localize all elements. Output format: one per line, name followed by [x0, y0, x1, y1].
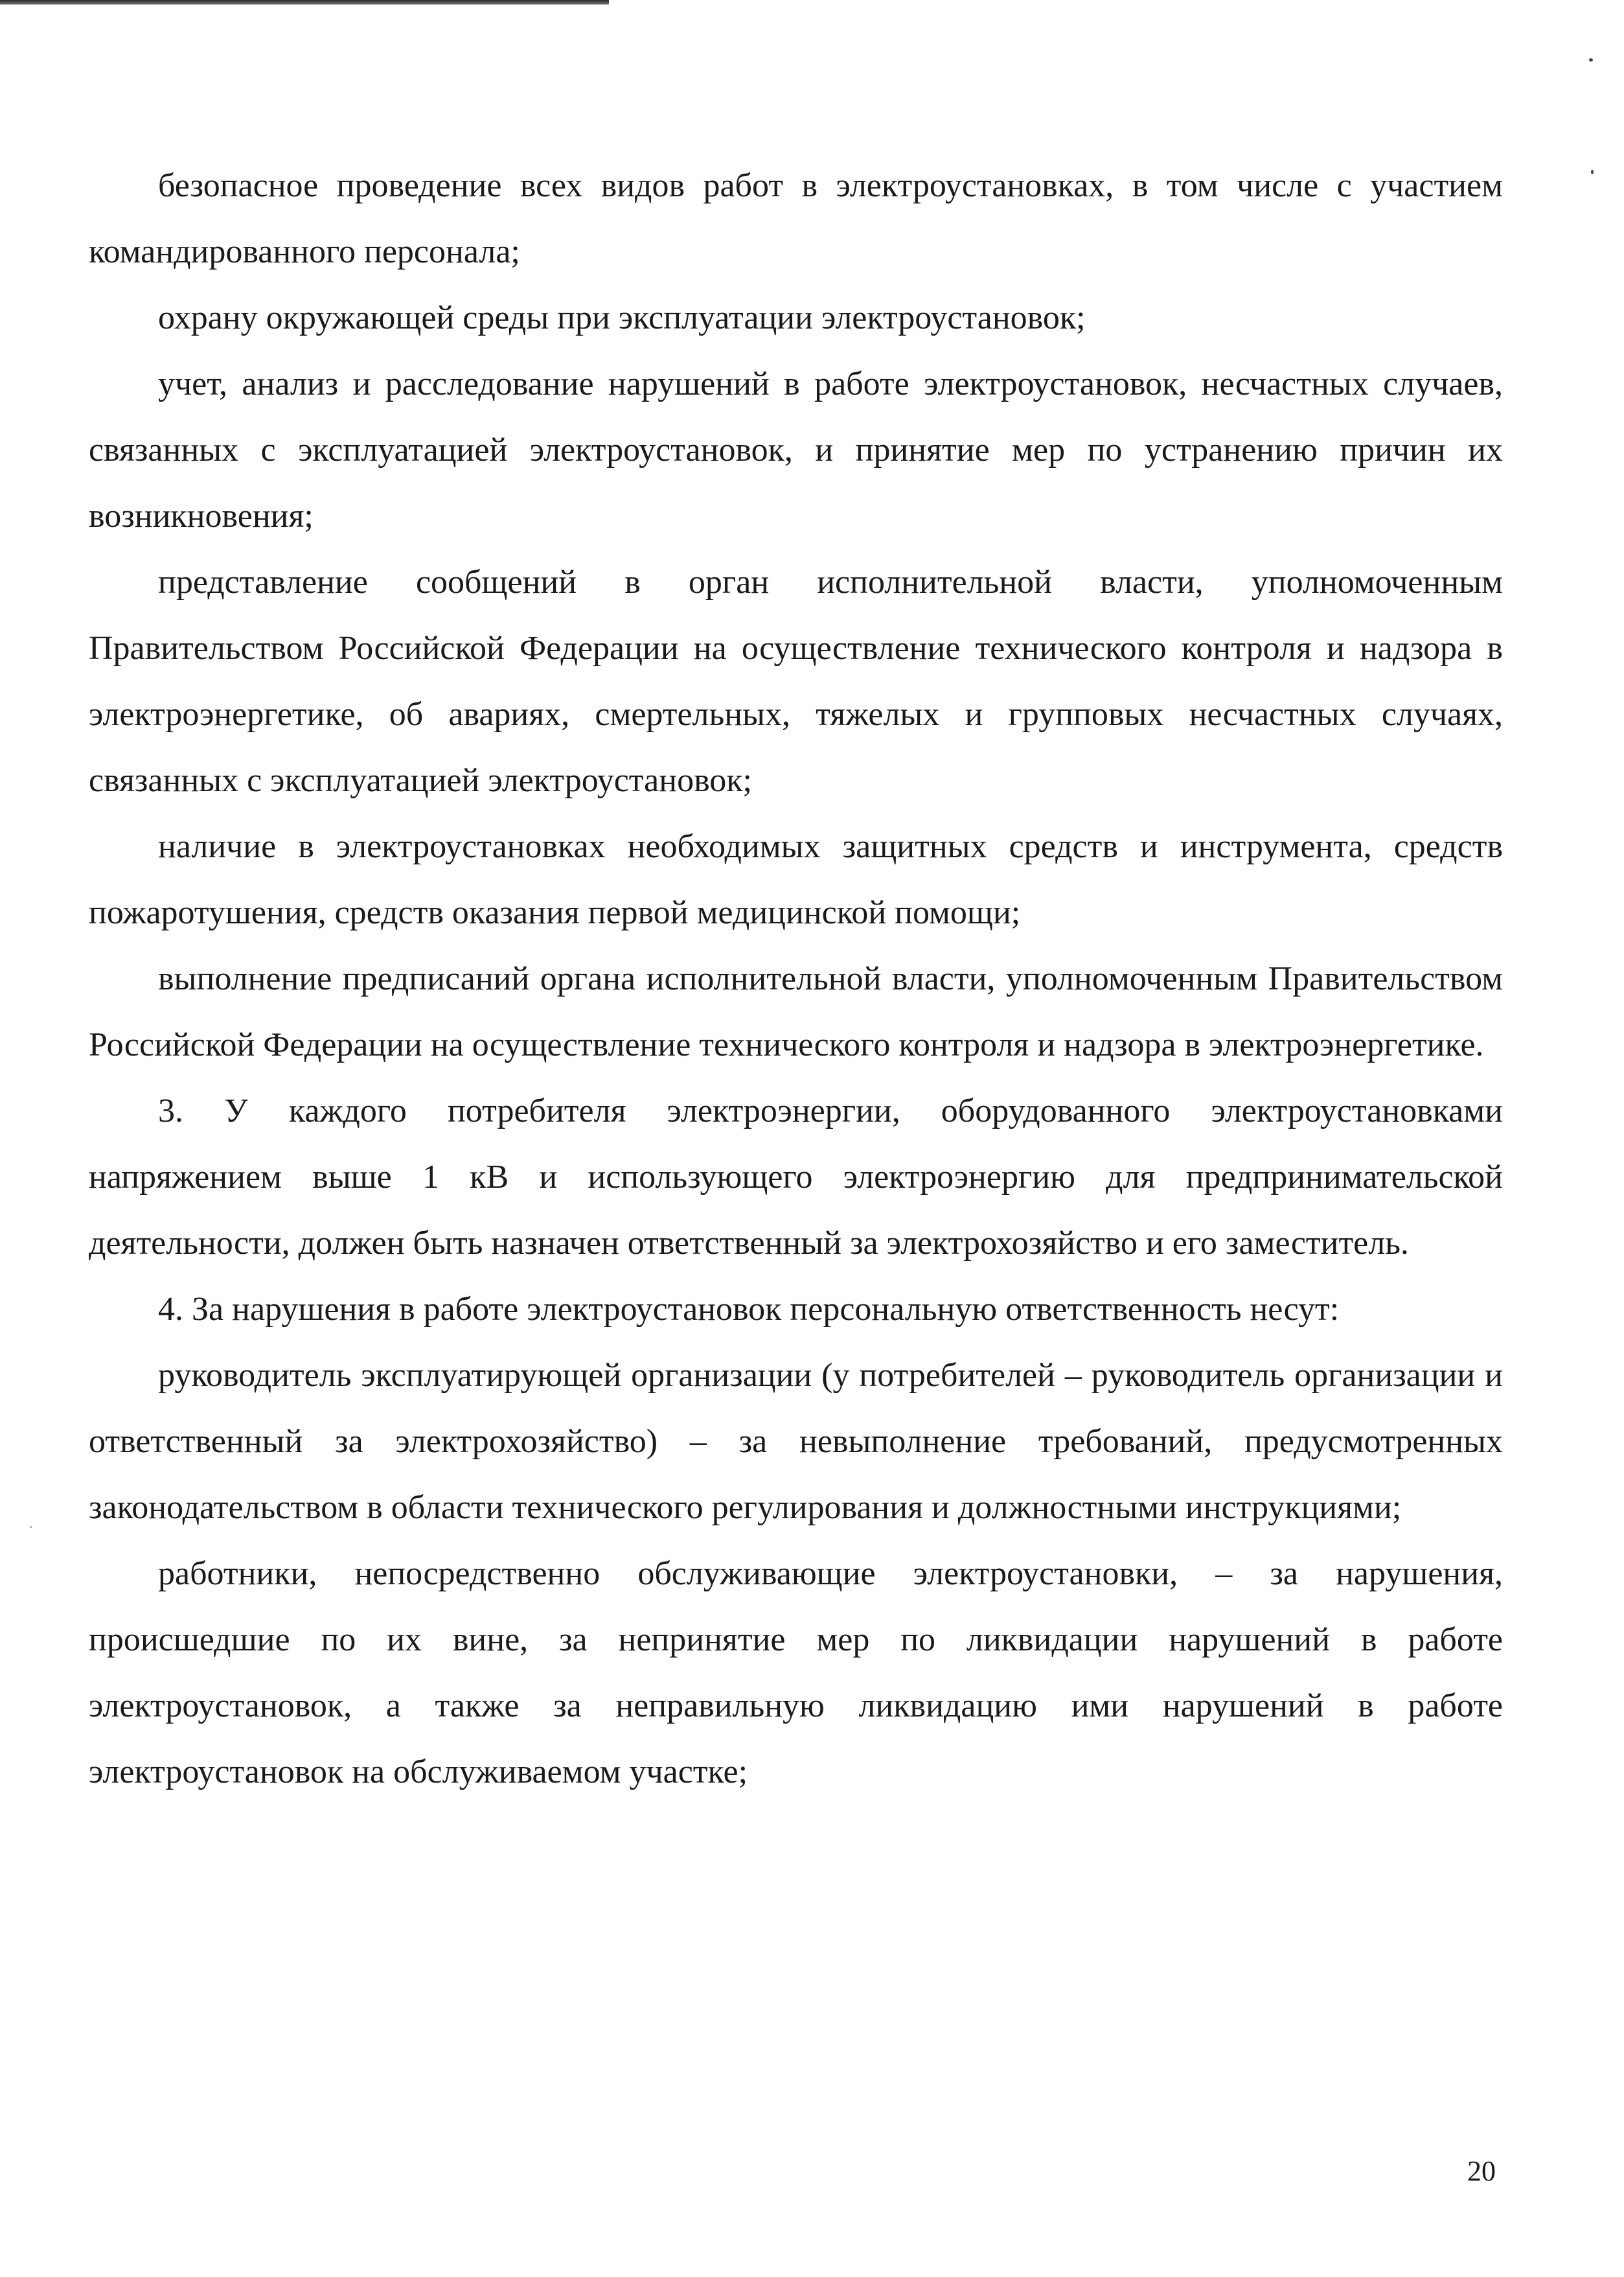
- paragraph-prescriptions: выполнение предписаний органа исполнительной власти, уполномоченным Правительством Российской Федерации на осуществление технического контроля и надзора в электроэнергетике.: [89, 960, 1503, 1063]
- scan-speck: [1591, 170, 1594, 174]
- paragraph-item-4: 4. За нарушения в работе электроустановок персональную ответственность несут:: [158, 1291, 1340, 1328]
- paragraph-item-3: 3. У каждого потребителя электроэнергии, оборудованного электроустановками напряжением выше 1 кВ и использующего электроэнергию для предпринимательской деятельности, должен быть назначен ответственный за электрохозяйство и его заместитель.: [89, 1092, 1503, 1262]
- paragraph-accounting-analysis: учет, анализ и расследование нарушений в работе электроустановок, несчастных случаев, связанных с эксплуатацией электроустановок, и принятие мер по устранению причин их возникновения;: [89, 365, 1503, 535]
- scan-speck: [1589, 58, 1593, 62]
- paragraph-safe-work: безопасное проведение всех видов работ в электроустановках, в том числе с участием командированного персонала;: [89, 167, 1503, 270]
- paragraph-environment: охрану окружающей среды при эксплуатации электроустановок;: [158, 299, 1086, 336]
- scan-top-edge: [0, 0, 609, 5]
- paragraph-manager-responsibility: руководитель эксплуатирующей организации (у потребителей – руководитель организации и ответственный за электрохозяйство) – за невыполнение требований, предусмотренных законодательством в области технического регулирования и должностными инструкциями;: [89, 1357, 1503, 1526]
- paragraph-protective-equipment: наличие в электроустановках необходимых защитных средств и инструмента, средств пожаротушения, средств оказания первой медицинской помощи;: [89, 828, 1503, 931]
- page-number: 20: [1467, 2155, 1496, 2187]
- document-body: [89, 153, 1503, 1805]
- paragraph-reporting: представление сообщений в орган исполнительной власти, уполномоченным Правительством Российской Федерации на осуществление технического контроля и надзора в электроэнергетике, об авариях, смертельных, тяжелых и групповых несчастных случаях, связанных с эксплуатацией электроустановок;: [89, 564, 1503, 799]
- paragraph-workers-responsibility: работники, непосредственно обслуживающие электроустановки, – за нарушения, происшедшие по их вине, за непринятие мер по ликвидации нарушений в работе электроустановок, а также за неправильную ликвидацию ими нарушений в работе электроустановок на обслуживаемом участке;: [89, 1555, 1503, 1790]
- scan-speck: [30, 1526, 32, 1528]
